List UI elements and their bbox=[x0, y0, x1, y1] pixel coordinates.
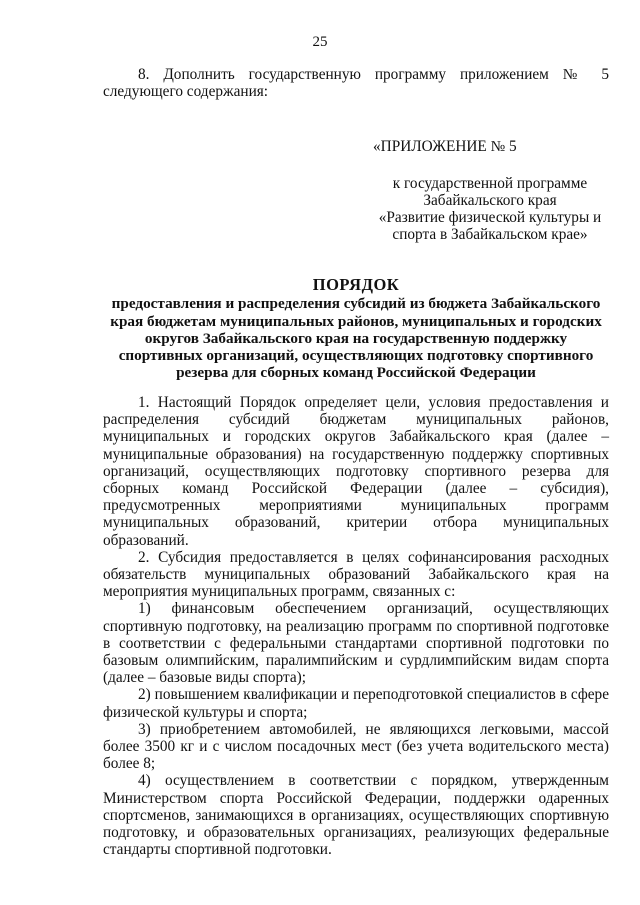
document-subtitle-line: края бюджетам муниципальных районов, муниципальных и городских bbox=[110, 312, 602, 330]
appendix-line: к государственной программе bbox=[392, 174, 588, 192]
appendix-line: Забайкальского края bbox=[423, 191, 557, 209]
body-paragraph: 2. Субсидия предоставляется в целях софинансирования расходных обязательств муниципальных образований Забайкальского края на мероприятия муниципальных программ, связанных с: bbox=[103, 548, 609, 601]
document-body bbox=[103, 394, 609, 858]
page-content bbox=[103, 66, 609, 858]
page-number: 25 bbox=[312, 34, 328, 50]
document-heading bbox=[103, 276, 609, 380]
appendix-title: «ПРИЛОЖЕНИЕ № 5 bbox=[373, 138, 517, 156]
appendix-block bbox=[371, 138, 609, 243]
document-subtitle-line: предоставления и распределения субсидий из бюджета Забайкальского bbox=[111, 295, 601, 313]
document-subtitle-line: округов Забайкальского края на государственную поддержку bbox=[144, 329, 568, 347]
document-title: ПОРЯДОК bbox=[312, 275, 400, 295]
appendix-line: спорта в Забайкальском крае» bbox=[392, 226, 588, 244]
body-paragraph: 1) финансовым обеспечением организаций, осуществляющих спортивную подготовку, на реализацию программ по спортивной подготовке в соответствии с федеральными стандартами спортивной подготовки по базовым олимпийским, паралимпийским и сурдлимпийским видам спорта (далее – базовые виды спорта); bbox=[103, 600, 609, 687]
body-paragraph: 4) осуществлением в соответствии с порядком, утвержденным Министерством спорта Российской Федерации, поддержки одаренных спортсменов, занимающихся в организациях, осуществляющих спортивную подготовку, и образовательных организациях, реализующих федеральные стандарты спортивной подготовки. bbox=[103, 772, 609, 859]
intro-paragraph: 8. Дополнить государственную программу приложением № 5 следующего содержания: bbox=[103, 66, 609, 101]
body-paragraph: 2) повышением квалификации и переподготовкой специалистов в сфере физической культуры и спорта; bbox=[103, 686, 609, 721]
document-subtitle-line: резерва для сборных команд Российской Федерации bbox=[176, 363, 536, 381]
appendix-line: «Развитие физической культуры и bbox=[378, 209, 602, 227]
body-paragraph: 3) приобретением автомобилей, не являющихся легковыми, массой более 3500 кг и с числом посадочных мест (без учета водительского места) более 8; bbox=[103, 720, 609, 773]
document-subtitle-line: спортивных организаций, осуществляющих подготовку спортивного bbox=[118, 346, 594, 364]
body-paragraph: 1. Настоящий Порядок определяет цели, условия предоставления и распределения субсидий бюджетам муниципальных районов, муниципальных и городских округов Забайкальского края (далее – муниципальные образования) на государственную поддержку спортивных организаций, осуществляющих подготовку спортивного резерва для сборных команд Российской Федерации (далее – субсидия), предусмотренных мероприятиями муниципальных программ муниципальных образований, критерии отбора муниципальных образований. bbox=[103, 393, 609, 549]
